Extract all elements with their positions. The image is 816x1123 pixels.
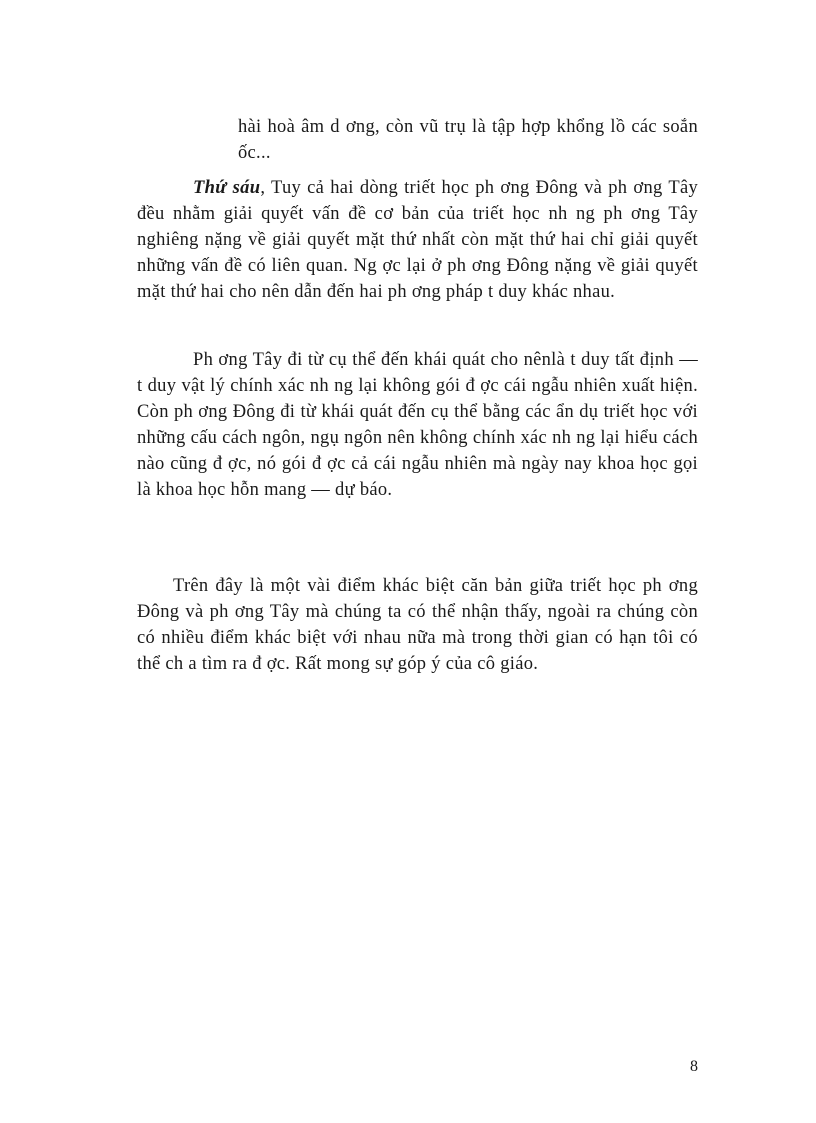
paragraph-text: Trên đây là một vài điểm khác biệt căn bản giữa triết học ph ơng Đông và ph ơng Tây mà chúng ta có thể nhận thấy, ngoài ra chúng còn có nhiều điểm khác biệt với nhau nữa mà trong thời gian có hạn tôi có thể ch a tìm ra đ ợc. Rất mong sự góp ý của cô giáo. — [137, 576, 698, 674]
paragraph-thu-sau — [137, 175, 698, 305]
paragraph-text: Ph ơng Tây đi từ cụ thể đến khái quát cho nênlà t duy tất định — t duy vật lý chính xác nh ng lại không gói đ ợc cái ngẫu nhiên xuất hiện. Còn ph ơng Đông đi từ khái quát đến cụ thể bằng các ẩn dụ triết học với những cấu cách ngôn, ngụ ngôn nên không chính xác nh ng lại hiểu cách nào cũng đ ợc, nó gói đ ợc cả cái ngẫu nhiên mà ngày nay khoa học gọi là khoa học hỗn mang — dự báo. — [137, 350, 698, 500]
paragraph-conclusion — [137, 573, 698, 677]
page-number: 8 — [690, 1058, 698, 1075]
paragraph-phuong-tay — [137, 347, 698, 503]
paragraph-continuation — [238, 114, 698, 166]
paragraph-lead: Thứ sáu — [193, 178, 261, 198]
paragraph-text: hài hoà âm d ơng, còn vũ trụ là tập hợp khổng lồ các soắn ốc... — [238, 117, 698, 163]
paragraph-text: , Tuy cả hai dòng triết học ph ơng Đông và ph ơng Tây đều nhằm giải quyết vấn đề cơ bản của triết học nh ng ph ơng Tây nghiêng nặng về giải quyết mặt thứ nhất còn mặt thứ hai chỉ giải quyết những vấn đề có liên quan. Ng ợc lại ở ph ơng Đông nặng về giải quyết mặt thứ hai cho nên dẫn đến hai ph ơng pháp t duy khác nhau. — [137, 178, 699, 302]
